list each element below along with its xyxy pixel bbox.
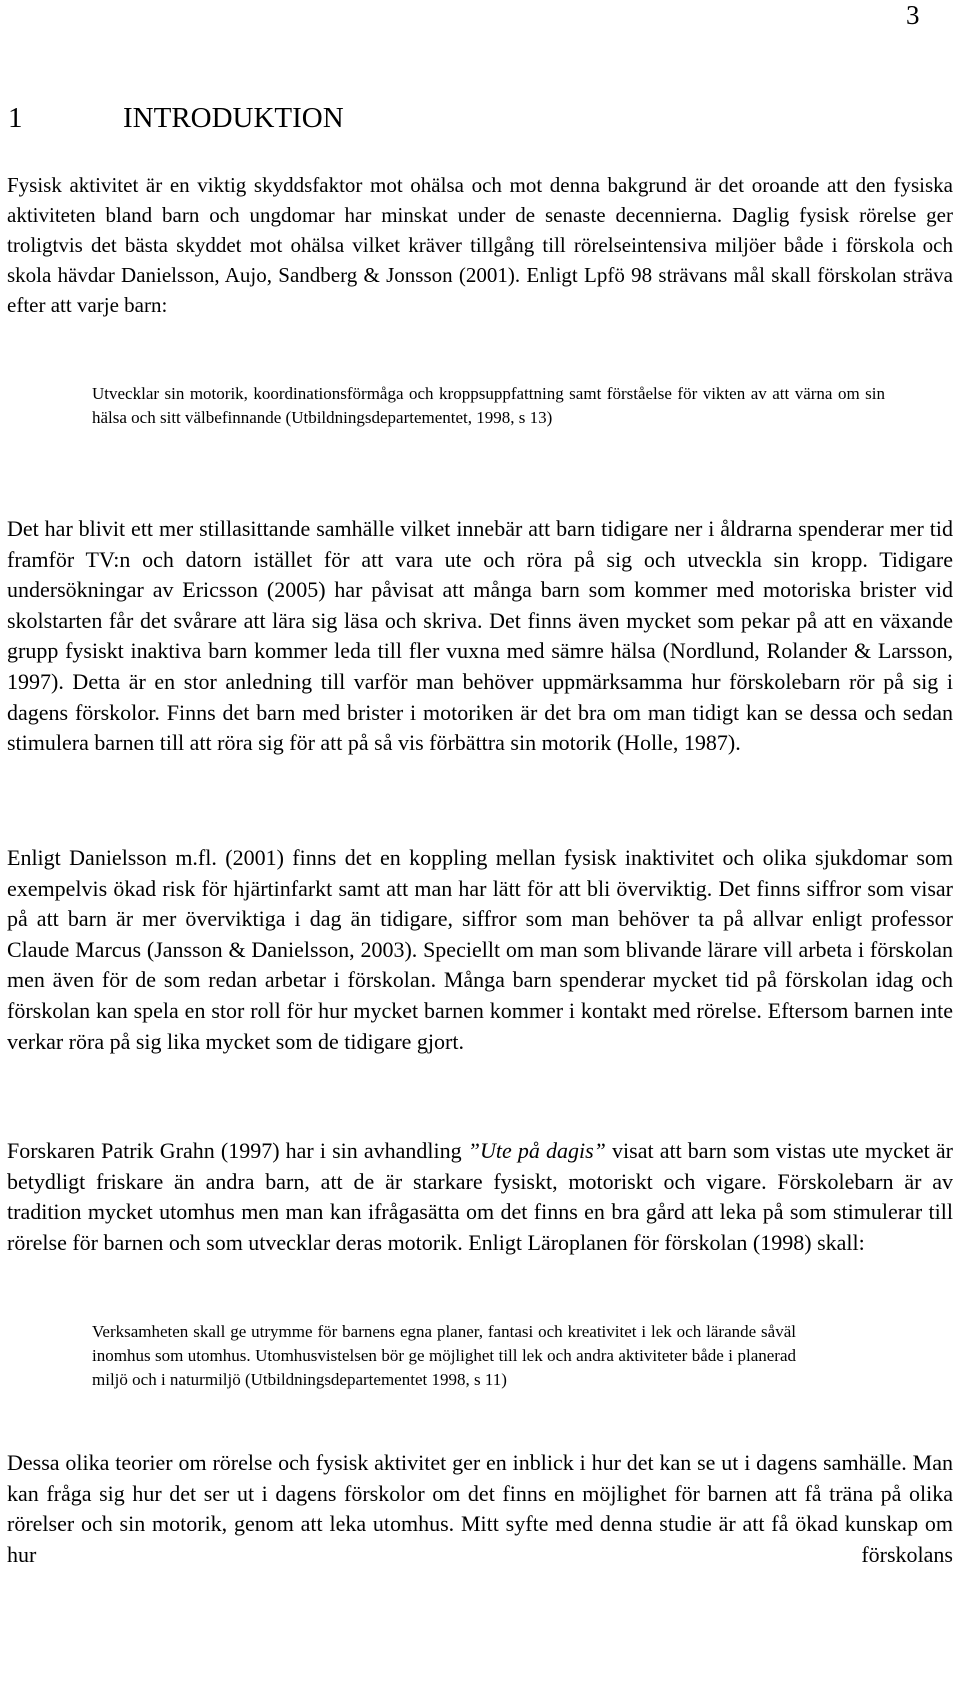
page-number: 3 — [906, 0, 920, 30]
section-heading — [8, 98, 344, 138]
paragraph-grahn-after: visat att barn som vistas ute mycket är betydligt friskare än andra barn, att de är starkare fysiskt, motoriskt och vigare. Förskolebarn är av tradition mycket utomhus men man kan ifrågasätta om det finns en bra gård att leka på som stimulerar till rörelse för barnen och som utvecklar deras motorik. Enligt Läroplanen för förskolan (1998) skall: — [7, 1138, 953, 1255]
paragraph-grahn-before: Forskaren Patrik Grahn (1997) har i sin avhandling — [7, 1138, 468, 1163]
thesis-title: ”Ute på dagis” — [467, 1138, 606, 1163]
paragraph-intro: Fysisk aktivitet är en viktig skyddsfaktor mot ohälsa och mot denna bakgrund är det oroande att den fysiska aktiviteten bland barn och ungdomar har minskat under de senaste decennierna. Daglig fysisk rörelse ger troligtvis det bästa skyddet mot ohälsa vilket kräver tillgång till rörelseintensiva miljöer både i förskola och skola hävdar Danielsson, Aujo, Sandberg & Jonsson (2001). Enligt Lpfö 98 strävans mål skall förskolan sträva efter att varje barn: — [7, 173, 953, 317]
block-quote-laroplan: Verksamheten skall ge utrymme för barnens egna planer, fantasi och kreativitet i lek och lärande såväl inomhus som utomhus. Utomhusvistelsen bör ge möjlighet till lek och andra aktiviteter både i planerad miljö och i naturmiljö (Utbildningsdepartementet 1998, s 11) — [92, 1322, 796, 1389]
paragraph-grahn — [7, 1136, 953, 1258]
block-quote-lpfo: Utvecklar sin motorik, koordinationsförmåga och kroppsuppfattning samt förståelse för vikten av att värna om sin hälsa och sitt välbefinnande (Utbildningsdepartementet, 1998, s 13) — [92, 384, 885, 427]
section-number: 1 — [8, 102, 23, 134]
section-title: INTRODUKTION — [123, 102, 344, 134]
paragraph-conclusion: Dessa olika teorier om rörelse och fysisk aktivitet ger en inblick i hur det kan se ut i dagens samhälle. Man kan fråga sig hur det ser ut i dagens förskolor om det finns en möjlighet för barnen att få träna på olika rörelser och sin motorik, genom att leka utomhus. Mitt syfte med denna studie är att få ökad kunskap om hur förskolans — [7, 1450, 953, 1567]
paragraph-sedentary: Det har blivit ett mer stillasittande samhälle vilket innebär att barn tidigare ner i åldrarna spenderar mer tid framför TV:n och datorn istället för att vara ute och röra på sig och utveckla sin kropp. Tidigare undersökningar av Ericsson (2005) har påvisat att många barn som kommer med motoriska brister vid skolstarten får det svårare att lära sig läsa och skriva. Det finns även mycket som pekar på att en växande grupp fysiskt inaktiva barn kommer leda till fler vuxna med sämre hälsa (Nordlund, Rolander & Larsson, 1997). Detta är en stor anledning till varför man behöver uppmärksamma hur förskolebarn rör på sig i dagens förskolor. Finns det barn med brister i motoriken är det bra om man tidigt kan se dessa och sedan stimulera barnen till att röra sig för att på så vis förbättra sin motorik (Holle, 1987). — [7, 516, 953, 756]
paragraph-health: Enligt Danielsson m.fl. (2001) finns det en koppling mellan fysisk inaktivitet och olika sjukdomar som exempelvis ökad risk för hjärtinfarkt samt att man har lätt för att bli överviktig. Det finns siffror som visar på att barn är mer överviktiga i dag än tidigare, siffror som man behöver ta på allvar enligt professor Claude Marcus (Jansson & Danielsson, 2003). Speciellt om man som blivande lärare vill arbeta i förskolan men även för de som redan arbetar i förskolan. Många barn spenderar mycket tid på förskolan idag och förskolan kan spela en stor roll för hur mycket barnen kommer i kontakt med rörelse. Eftersom barnen inte verkar röra på sig lika mycket som de tidigare gjort. — [7, 845, 953, 1054]
